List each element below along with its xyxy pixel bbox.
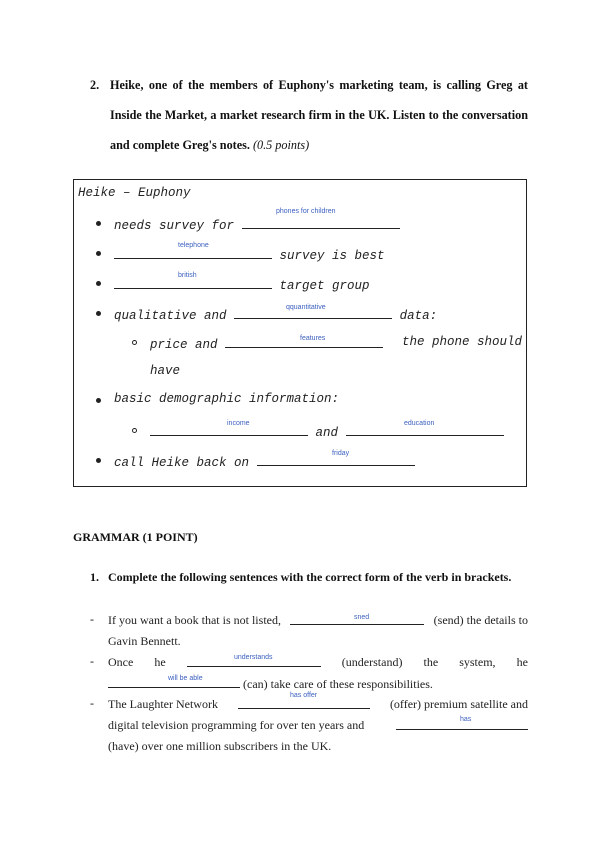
notes-line-5-cont: have bbox=[150, 364, 181, 378]
sentence-text: (offer) premium satellite and bbox=[389, 697, 528, 711]
grammar-question-1 bbox=[90, 570, 511, 585]
question-number: 1. bbox=[90, 570, 99, 584]
sentence-3 bbox=[108, 694, 528, 757]
line-text: the phone should bbox=[401, 335, 522, 349]
notes-line-4 bbox=[114, 306, 437, 323]
line-text: call Heike back on bbox=[114, 456, 250, 470]
answer-text: sned bbox=[354, 614, 370, 621]
answer-text: has offer bbox=[290, 692, 318, 699]
answer-text: education bbox=[404, 420, 435, 427]
bullet-icon bbox=[96, 221, 101, 226]
dash: - bbox=[90, 612, 94, 626]
sentence-text: he bbox=[154, 655, 166, 669]
notes-line-8 bbox=[114, 453, 415, 470]
notes-heading: Heike – Euphony bbox=[78, 186, 191, 200]
grammar-title: GRAMMAR (1 POINT) bbox=[73, 530, 198, 544]
sentence-text: he bbox=[516, 655, 528, 669]
sentence-text: (can) take care of these responsibilities. bbox=[243, 677, 433, 691]
line-text: needs survey for bbox=[114, 219, 235, 233]
bullet-icon bbox=[96, 251, 101, 256]
line-text: data: bbox=[399, 309, 438, 323]
circle-bullet-icon bbox=[132, 428, 137, 433]
dash: - bbox=[90, 654, 94, 668]
notes-line-3 bbox=[114, 276, 370, 293]
sentence-text: Gavin Bennett. bbox=[108, 634, 181, 648]
answer-text: will be able bbox=[168, 675, 203, 682]
bullet-icon bbox=[96, 281, 101, 286]
answer-text: features bbox=[300, 335, 326, 342]
line-text: qualitative and bbox=[114, 309, 227, 323]
question-number: 2. bbox=[90, 78, 100, 92]
notes-line-6: basic demographic information: bbox=[114, 392, 340, 406]
circle-bullet-icon bbox=[132, 340, 137, 345]
sentence-text: digital television programming for over ten years and bbox=[108, 718, 365, 732]
answer-text: phones for children bbox=[276, 208, 336, 215]
line-text: target group bbox=[279, 279, 370, 293]
bullet-icon bbox=[96, 398, 101, 403]
sentence-text: The Laughter Network bbox=[108, 697, 218, 711]
question-2 bbox=[90, 70, 528, 160]
question-text: Heike, one of the members of Euphony's marketing team, is calling Greg at Inside the Market, a market research firm in the UK. Listen to the conversation and complete Greg's notes. bbox=[110, 78, 528, 152]
sentence-1 bbox=[108, 610, 528, 652]
sentence-2 bbox=[108, 652, 528, 695]
notes-line-2 bbox=[114, 246, 385, 263]
notes-line-7 bbox=[150, 423, 504, 440]
sentence-text: If you want a book that is not listed, bbox=[108, 613, 281, 627]
answer-text: has bbox=[460, 716, 472, 723]
answer-text: friday bbox=[332, 450, 350, 457]
question-points: (0.5 points) bbox=[252, 138, 310, 152]
notes-line-1 bbox=[114, 216, 400, 233]
answer-text: income bbox=[227, 420, 250, 427]
sentence-text: system, bbox=[459, 655, 496, 669]
notes-line-5 bbox=[150, 335, 522, 352]
answer-blank[interactable] bbox=[242, 216, 400, 229]
answer-text: understands bbox=[234, 654, 273, 661]
bullet-icon bbox=[96, 458, 101, 463]
answer-text: telephone bbox=[178, 242, 209, 249]
question-text: Complete the following sentences with the correct form of the verb in brackets. bbox=[108, 570, 512, 584]
line-text: price and bbox=[150, 338, 218, 352]
line-text: survey is best bbox=[279, 249, 385, 263]
sentence-text: Once bbox=[108, 655, 134, 669]
notes-box bbox=[73, 179, 527, 487]
sentence-text: (have) over one million subscribers in the UK. bbox=[108, 739, 332, 753]
sentence-text: (send) the details to bbox=[433, 613, 528, 627]
answer-text: qquantitative bbox=[286, 304, 326, 311]
answer-text: british bbox=[178, 272, 197, 279]
dash: - bbox=[90, 696, 94, 710]
bullet-icon bbox=[96, 311, 101, 316]
sentence-text: (understand) bbox=[341, 655, 403, 669]
sentence-text: the bbox=[423, 655, 439, 669]
line-text: and bbox=[315, 426, 339, 440]
